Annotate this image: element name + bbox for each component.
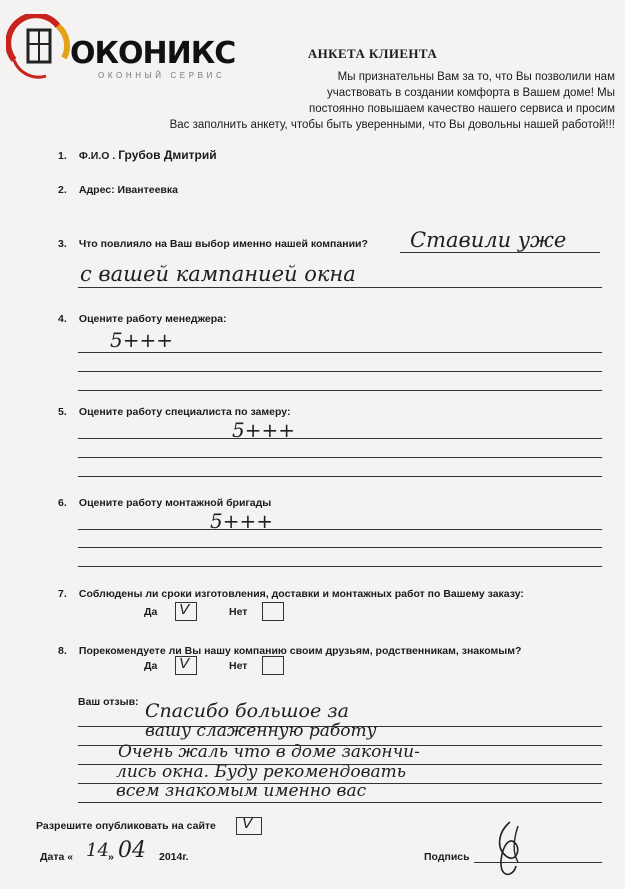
answer-line	[78, 802, 602, 803]
signature-label: Подпись	[424, 851, 470, 863]
review-line: всем знакомым именно вас	[116, 781, 367, 801]
date-separator: »	[108, 851, 114, 863]
date-month: 04	[118, 838, 146, 863]
handwritten-answer: 5+++	[232, 418, 295, 442]
question-number: 4.	[58, 313, 67, 325]
check-mark: V	[179, 655, 190, 672]
question-address	[58, 184, 178, 196]
yes-label: Да	[144, 660, 158, 672]
answer-line	[78, 352, 602, 353]
answer-line	[78, 390, 602, 391]
yes-label: Да	[144, 606, 158, 618]
question-number: 7.	[58, 588, 67, 600]
brand-tagline: ОКОННЫЙ СЕРВИС	[98, 71, 226, 80]
handwritten-answer: Ставили уже	[410, 228, 567, 252]
question-choice-reason	[58, 238, 368, 250]
check-mark: V	[179, 601, 190, 618]
review-label: Ваш отзыв:	[78, 696, 139, 708]
no-label: Нет	[229, 606, 248, 618]
question-manager-rating	[58, 313, 226, 325]
signature-scribble	[488, 818, 538, 880]
answer-line	[78, 438, 602, 439]
no-checkbox[interactable]	[262, 656, 284, 675]
question-number: 6.	[58, 497, 67, 509]
intro-line: Вас заполнить анкету, чтобы быть уверенными, что Вы довольны нашей работой!!!	[169, 119, 615, 131]
intro-line: Мы признательны Вам за то, что Вы позволили нам	[337, 71, 615, 83]
question-number: 8.	[58, 645, 67, 657]
answer-name: Грубов Дмитрий	[118, 148, 217, 162]
review-line: вашу слаженную работу	[145, 721, 377, 741]
question-label: Что повлияло на Ваш выбор именно нашей компании?	[78, 238, 368, 250]
yes-checkbox[interactable]	[175, 656, 197, 675]
yes-checkbox[interactable]	[175, 602, 197, 621]
question-number: 3.	[58, 238, 67, 250]
review-line: Очень жаль что в доме закончи-	[118, 742, 420, 762]
question-recommend	[58, 645, 521, 657]
no-checkbox[interactable]	[262, 602, 284, 621]
publish-label: Разрешите опубликовать на сайте	[36, 820, 216, 832]
answer-address: Ивантеевка	[117, 184, 178, 196]
answer-line	[78, 457, 602, 458]
answer-line	[78, 566, 602, 567]
brand-name: ОКОНИКС	[70, 36, 236, 71]
question-label: Оцените работу менеджера:	[78, 313, 227, 325]
intro-line: постоянно повышаем качество нашего сервиса и просим	[309, 103, 615, 115]
date-label: Дата «	[40, 851, 74, 863]
question-deadlines	[58, 588, 524, 600]
question-label: Соблюдены ли сроки изготовления, доставки и монтажных работ по Вашему заказу:	[78, 588, 524, 600]
question-installers-rating	[58, 497, 271, 509]
handwritten-answer: 5+++	[210, 509, 273, 533]
question-label: Оцените работу монтажной бригады	[78, 497, 272, 509]
form-title: АНКЕТА КЛИЕНТА	[307, 46, 438, 61]
answer-line	[78, 287, 602, 288]
question-label: Порекомендуете ли Вы нашу компанию своим друзьям, родственникам, знакомым?	[78, 645, 522, 657]
answer-line	[78, 529, 602, 530]
answer-line	[78, 371, 602, 372]
intro-text	[55, 69, 615, 133]
publish-checkbox[interactable]	[236, 817, 262, 835]
date-day: 14	[86, 840, 109, 861]
question-number: 2.	[58, 184, 67, 196]
intro-line: участвовать в создании комфорта в Вашем доме! Мы	[326, 87, 615, 99]
question-number: 1.	[58, 150, 67, 162]
question-label: Оцените работу специалиста по замеру:	[78, 406, 291, 418]
review-line: лись окна. Буду рекомендовать	[116, 762, 406, 782]
handwritten-answer: с вашей кампанией окна	[80, 262, 356, 286]
question-name	[58, 148, 217, 162]
question-label: Ф.И.О .	[78, 150, 116, 162]
no-label: Нет	[229, 660, 248, 672]
review-line: Спасибо большое за	[145, 700, 349, 722]
question-measurer-rating	[58, 406, 290, 418]
handwritten-answer: 5+++	[110, 328, 173, 352]
date-year: 2014г.	[159, 851, 189, 863]
answer-line	[78, 547, 602, 548]
check-mark: V	[242, 815, 253, 832]
answer-line	[400, 252, 600, 253]
question-label: Адрес:	[78, 184, 115, 196]
answer-line	[78, 476, 602, 477]
question-number: 5.	[58, 406, 67, 418]
